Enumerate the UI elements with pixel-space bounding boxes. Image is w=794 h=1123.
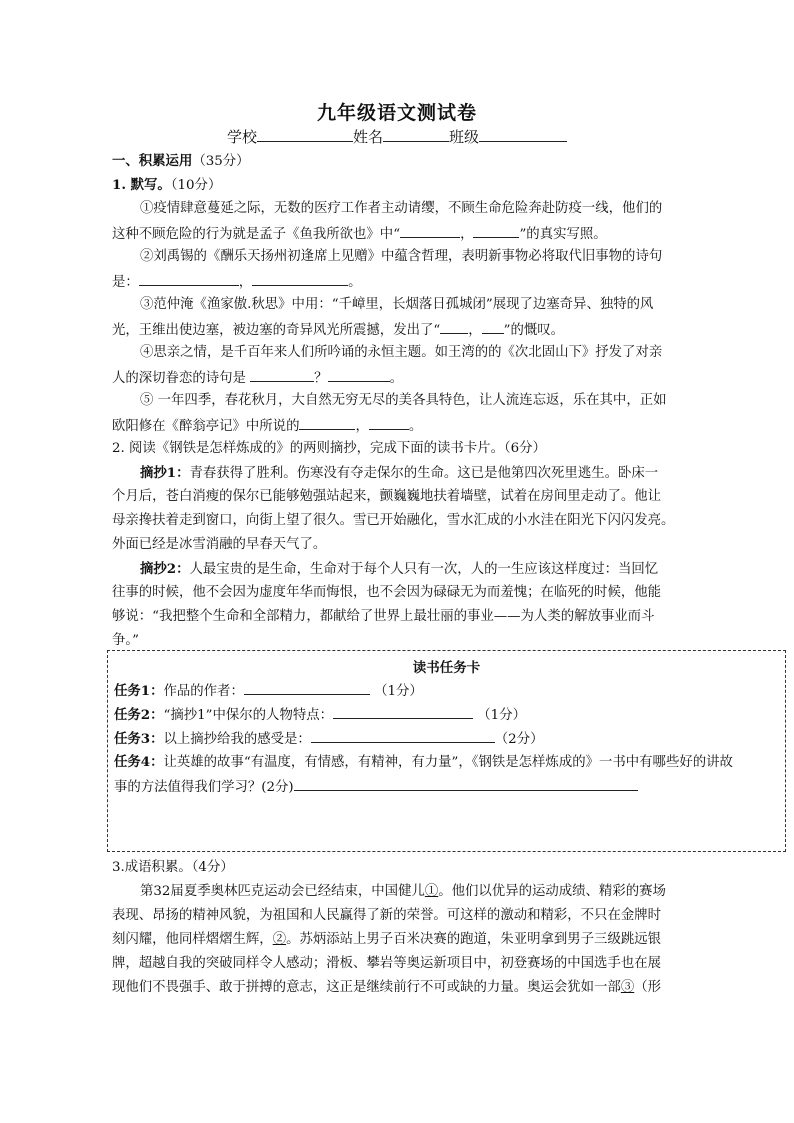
name-label: 姓名	[352, 128, 383, 146]
q3-passage-line1: 第32届夏季奥林匹克运动会已经结束，中国健儿①。他们以优异的运动成绩、精彩的赛场	[140, 884, 666, 899]
school-label: 学校	[226, 128, 257, 146]
excerpt2-line4: 争。”	[112, 633, 139, 648]
class-blank[interactable]	[479, 127, 567, 142]
name-blank[interactable]	[383, 127, 449, 142]
section1-heading: 一、积累运用（35分）	[112, 153, 250, 169]
answer-blank[interactable]	[139, 271, 239, 286]
q2-heading: 2. 阅读《钢铁是怎样炼成的》的两则摘抄，完成下面的读书卡片。（6分）	[112, 441, 546, 456]
excerpt1-line4: 外面已经是冰雪消融的早春天气了。	[112, 537, 327, 552]
exam-title: 九年级语文测试卷	[316, 102, 477, 124]
task3-answer-blank[interactable]	[311, 728, 495, 743]
answer-blank[interactable]	[252, 271, 348, 286]
answer-blank[interactable]	[369, 415, 409, 430]
q1-item4-line1: ④思亲之情，是千百年来人们所吟诵的永恒主题。如王湾的的《次北固山下》抒发了对亲	[140, 345, 663, 360]
q1-item4-line2: 人的深切眷恋的诗句是 ？ 。	[112, 367, 692, 389]
answer-blank[interactable]	[250, 367, 314, 382]
idiom-blank-1[interactable]: ①	[424, 884, 439, 899]
student-info-line	[0, 126, 794, 147]
q1-heading: 1. 默写。（10分）	[112, 177, 222, 193]
answer-blank[interactable]	[473, 223, 519, 238]
answer-blank[interactable]	[328, 367, 390, 382]
q1-item3-line2: 光，王维出使边塞，被边塞的奇异风光所震撼，发出了“ ， ”的慨叹。	[112, 319, 692, 341]
idiom-blank-2[interactable]: ②	[272, 932, 287, 947]
task-2: 任务2：“摘抄1”中保尔的人物特点： （1分）	[114, 704, 526, 726]
excerpt2-line2: 往事的时候，他不会因为虚度年华而悔恨，也不会因为碌碌无为而羞愧；在临死的时候，他能	[112, 585, 662, 600]
idiom-blank-3[interactable]: ③	[620, 980, 635, 995]
excerpt1-line1: 摘抄1：青春获得了胜利。伤寒没有夺走保尔的生命。这已是他第四次死里逃生。卧床一	[140, 465, 659, 481]
answer-blank[interactable]	[299, 415, 355, 430]
q3-heading: 3.成语积累。（4分）	[112, 860, 234, 875]
class-label: 班级	[449, 128, 480, 146]
q1-item1-line1: ①疫情肆意蔓延之际，无数的医疗工作者主动请缨，不顾生命危险奔赴防疫一线，他们的	[140, 201, 663, 216]
q1-item2-line2: 是： ， 。	[112, 271, 692, 293]
q3-passage-line4: 牌，超越自我的突破同样令人感动；滑板、攀岩等奥运新项目中，初登赛场的中国选手也在展	[112, 956, 662, 971]
q1-item1-line2: 这种不顾危险的行为就是孟子《鱼我所欲也》中“ ， ”的真实写照。	[112, 223, 692, 245]
task1-answer-blank[interactable]	[244, 680, 370, 695]
answer-blank[interactable]	[440, 319, 468, 334]
q1-item2-line1: ②刘禹锡的《酬乐天扬州初逢席上见赠》中蕴含哲理，表明新事物必将取代旧事物的诗句	[140, 249, 663, 264]
task4-answer-blank[interactable]	[294, 776, 638, 791]
task2-answer-blank[interactable]	[333, 704, 473, 719]
q3-passage-line5: 现他们不畏强手、敢于拼搏的意志，这正是继续前行不可或缺的力量。奥运会犹如一部③（形	[112, 980, 662, 995]
q3-passage-line2: 表现、昂扬的精神风貌，为祖国和人民赢得了新的荣誉。可这样的激动和精彩，不只在金牌时	[112, 908, 662, 923]
task-1: 任务1：作品的作者： （1分）	[114, 680, 423, 702]
school-blank[interactable]	[257, 127, 353, 142]
task-card-title: 读书任务卡	[412, 660, 481, 676]
q3-passage-line3: 刻闪耀，他同样熠熠生辉，②。苏炳添站上男子百米决赛的跑道，朱亚明拿到男子三级跳远银	[112, 932, 662, 947]
q1-item5-line2: 欧阳修在《醉翁亭记》中所说的 ， 。	[112, 415, 692, 437]
q1-item3-line1: ③范仲淹《渔家傲.秋思》中用：“千嶂里，长烟落日孤城闭”展现了边塞奇异、独特的风	[140, 297, 654, 312]
answer-blank[interactable]	[400, 223, 460, 238]
excerpt1-line3: 母亲搀扶着走到窗口，向街上望了很久。雪已开始融化，雪水汇成的小水洼在阳光下闪闪发亮。	[112, 513, 675, 528]
task-3: 任务3：以上摘抄给我的感受是： （2分）	[114, 728, 544, 750]
excerpt2-line1: 摘抄2：人最宝贵的是生命，生命对于每个人只有一次，人的一生应该这样度过：当回忆	[140, 561, 659, 577]
task-4-line2: 事的方法值得我们学习？(2分)	[114, 776, 638, 798]
excerpt1-line2: 个月后，苍白消瘦的保尔已能够勉强站起来，颤巍巍地扶着墙壁，试着在房间里走动了。他让	[112, 489, 662, 504]
task-4-line1: 任务4：让英雄的故事“有温度，有情感，有精神，有力量”，《钢铁是怎样炼成的》一书中有哪些好的讲故	[114, 754, 733, 770]
answer-blank[interactable]	[482, 319, 504, 334]
excerpt2-line3: 够说：“我把整个生命和全部精力，都献给了世界上最壮丽的事业——为人类的解放事业而斗	[112, 609, 655, 624]
q1-item5-line1: ⑤ 一年四季，春花秋月，大自然无穷无尽的美各具特色，让人流连忘返，乐在其中，正如	[140, 393, 667, 408]
